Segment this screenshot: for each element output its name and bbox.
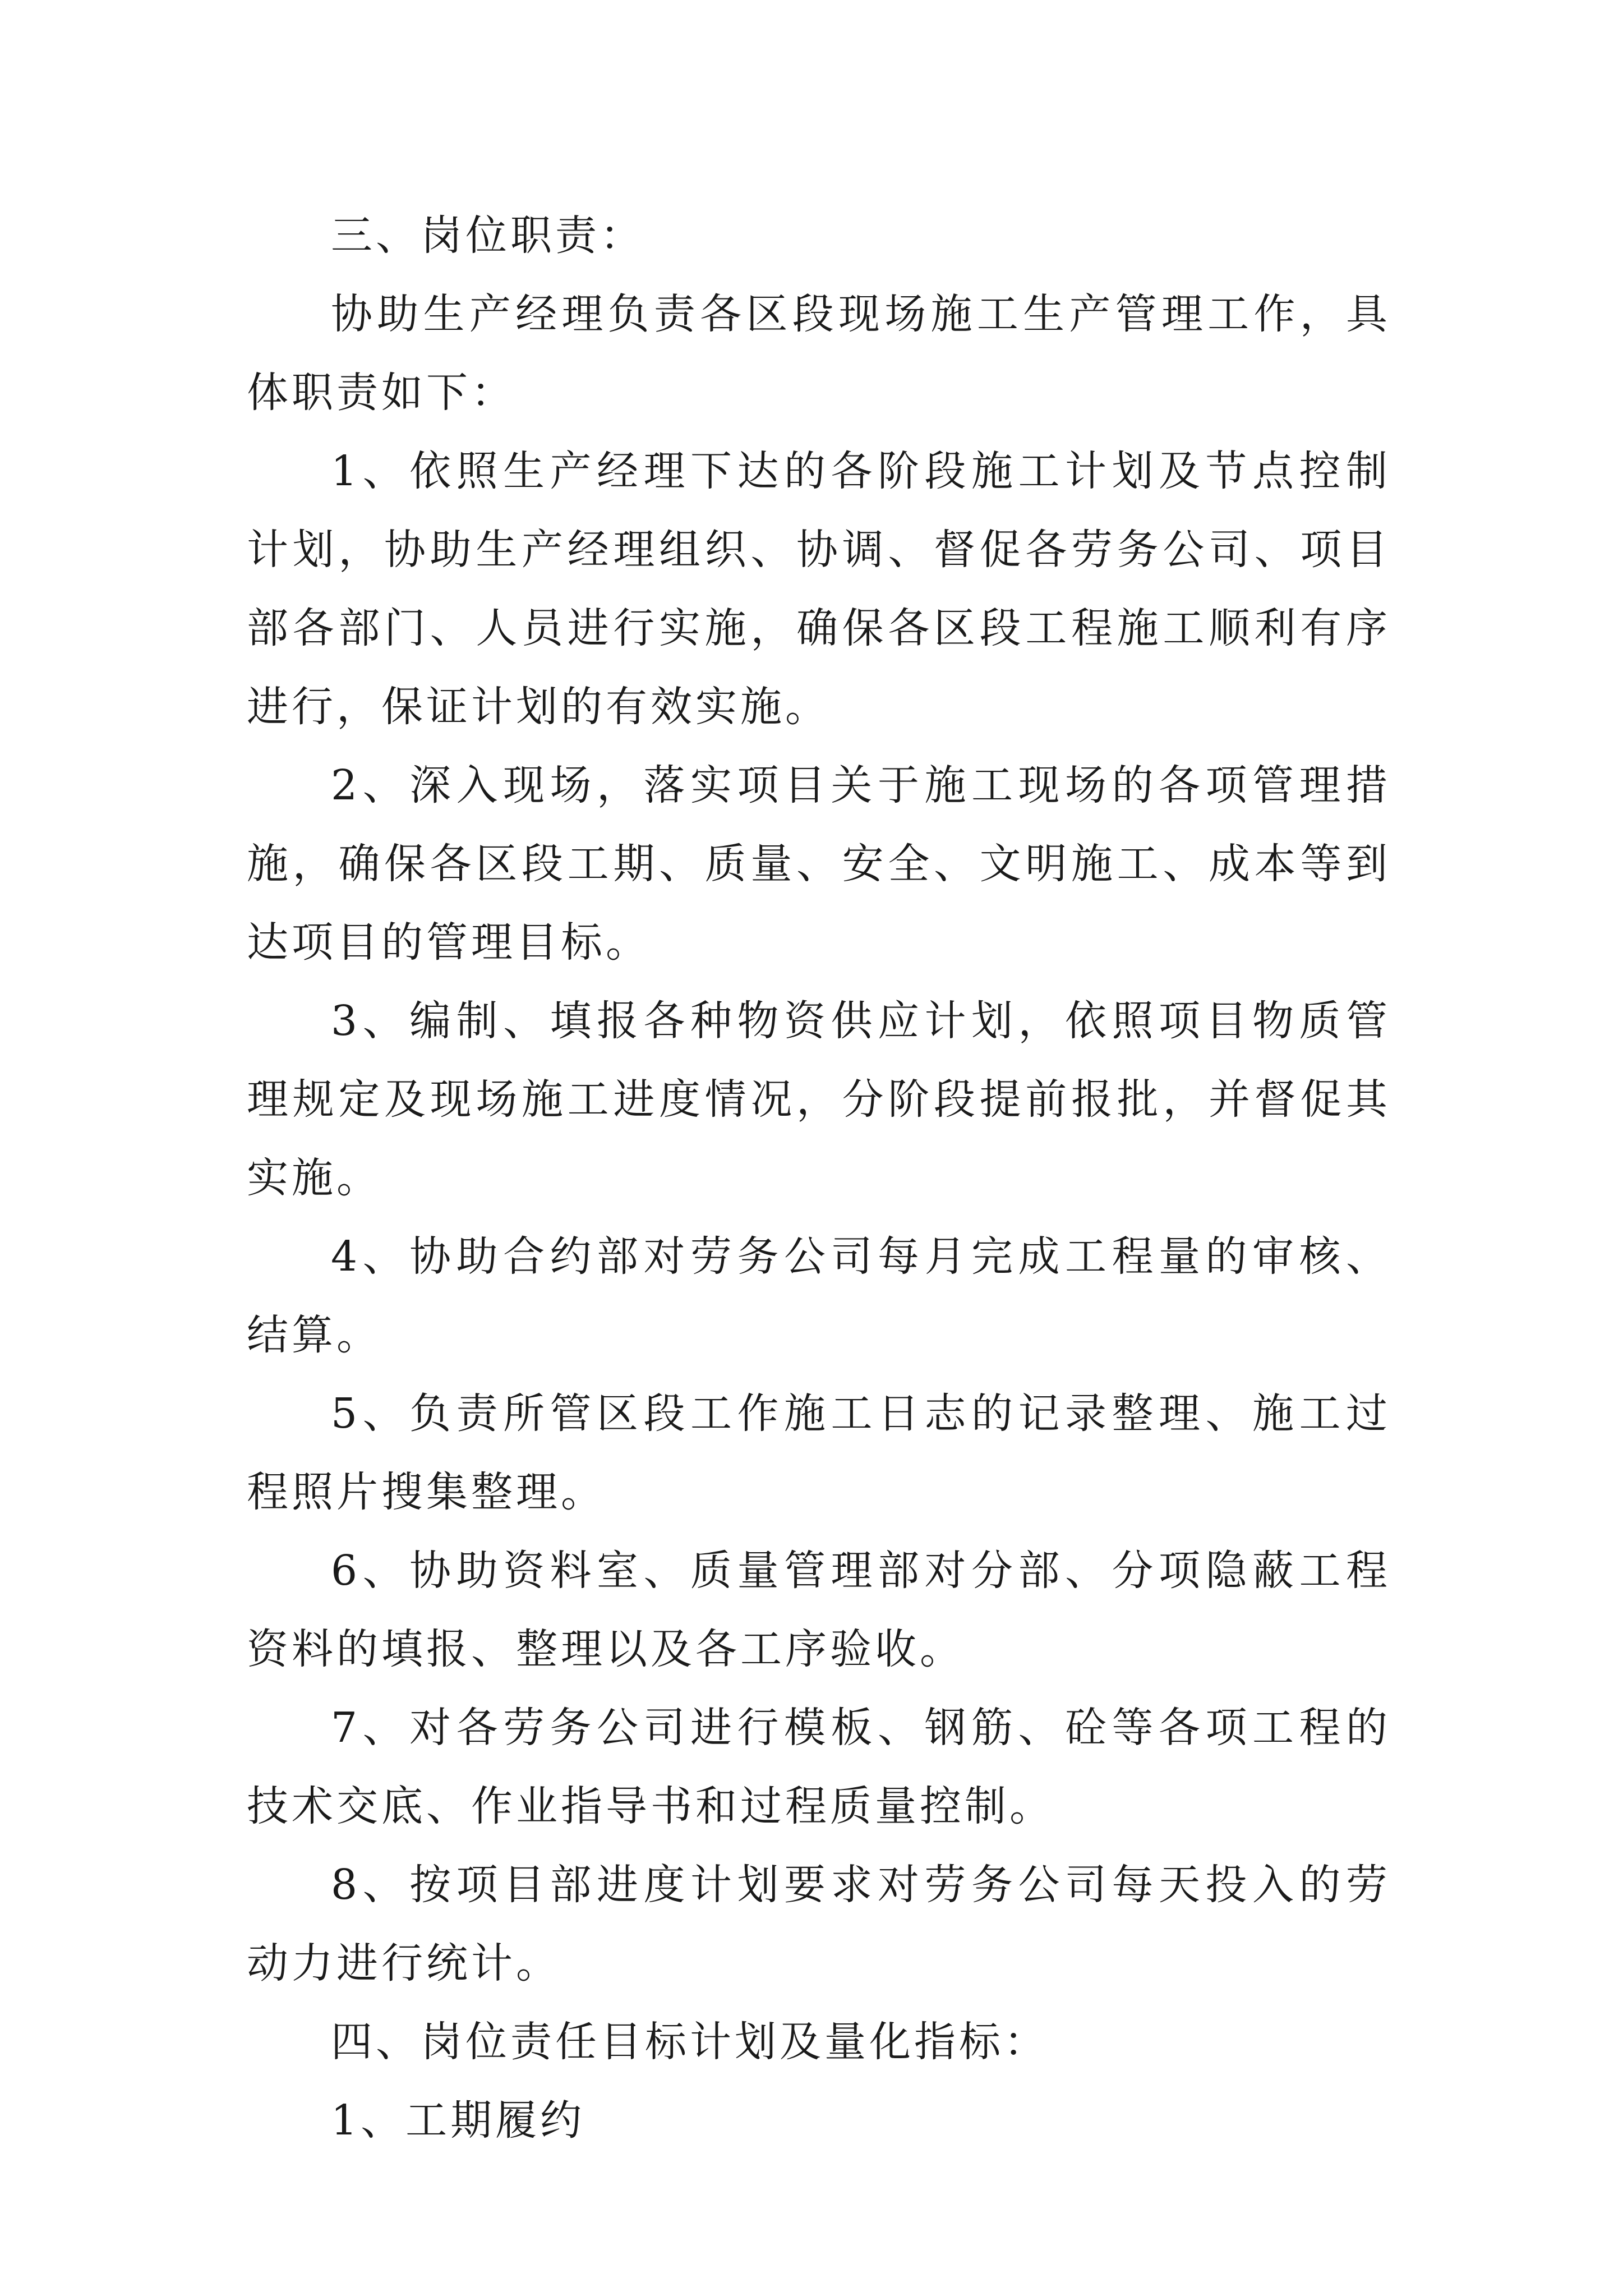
duty-item-4: 4、协助合约部对劳务公司每月完成工程量的审核、结算。 — [247, 1232, 1391, 1359]
duty-item-5: 5、负责所管区段工作施工日志的记录整理、施工过程照片搜集整理。 — [247, 1389, 1391, 1516]
duty-item-6: 6、协助资料室、质量管理部对分部、分项隐蔽工程资料的填报、整理以及各工序验收。 — [247, 1547, 1391, 1673]
section-heading-responsibilities: 三、岗位职责： — [331, 211, 645, 260]
duty-item-8: 8、按项目部进度计划要求对劳务公司每天投入的劳动力进行统计。 — [247, 1861, 1391, 1987]
section-heading-targets: 四、岗位责任目标计划及量化指标： — [331, 2018, 1049, 2066]
paragraph-intro: 协助生产经理负责各区段现场施工生产管理工作，具体职责如下： — [247, 290, 1391, 417]
duty-item-1: 1、依照生产经理下达的各阶段施工计划及节点控制计划，协助生产经理组织、协调、督促各劳务公司、项目部各部门、人员进行实施，确保各区段工程施工顺利有序进行，保证计划的有效实施。 — [247, 447, 1391, 731]
target-item-1: 1、工期履约 — [331, 2096, 585, 2145]
duty-item-2: 2、深入现场，落实项目关于施工现场的各项管理措施，确保各区段工期、质量、安全、文明施工、成本等到达项目的管理目标。 — [247, 761, 1391, 967]
duty-item-7: 7、对各劳务公司进行模板、钢筋、砼等各项工程的技术交底、作业指导书和过程质量控制。 — [247, 1704, 1391, 1830]
duty-item-3: 3、编制、填报各种物资供应计划，依照项目物质管理规定及现场施工进度情况，分阶段提前报批，并督促其实施。 — [247, 997, 1391, 1202]
document-body — [247, 196, 1391, 2160]
